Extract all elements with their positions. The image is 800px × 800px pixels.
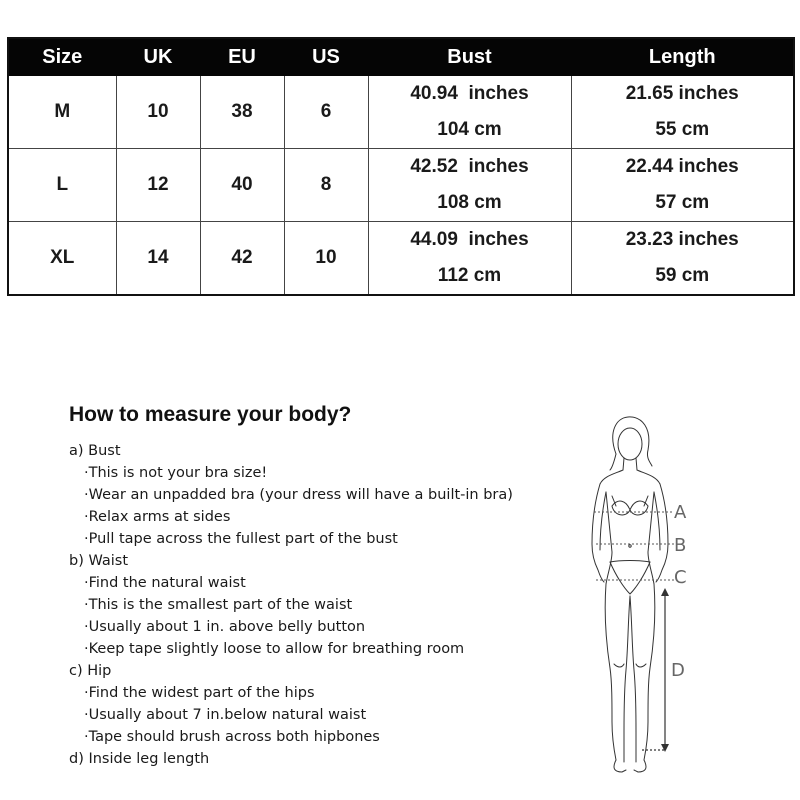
bust-cm: 108 cm — [437, 192, 502, 213]
length-inches: 23.23 inches — [625, 229, 739, 250]
length-cell — [571, 149, 794, 222]
marker-a: A — [674, 502, 687, 523]
header-bust: Bust — [368, 38, 571, 76]
bust-cell — [368, 222, 571, 296]
header-eu: EU — [200, 38, 284, 76]
section-heading-waist: b) Waist — [69, 553, 129, 569]
us-cell: 8 — [284, 149, 368, 222]
bust-cm: 104 cm — [437, 119, 502, 140]
bust-inches: 44.09 inches — [410, 229, 529, 250]
bust-cell — [368, 149, 571, 222]
instruction-line: ·Keep tape slightly loose to allow for breathing room — [84, 641, 465, 657]
bust-inches: 42.52 inches — [410, 156, 529, 177]
guide-title: How to measure your body? — [69, 403, 352, 426]
size-cell: L — [8, 149, 116, 222]
instruction-line: ·Usually about 7 in.below natural waist — [84, 707, 367, 723]
instruction-line: ·Tape should brush across both hipbones — [84, 729, 380, 745]
header-size: Size — [8, 38, 116, 76]
bust-cell — [368, 76, 571, 149]
header-uk: UK — [116, 38, 200, 76]
table-row — [8, 149, 794, 222]
section-heading-inside-leg: d) Inside leg length — [69, 751, 210, 767]
length-cm: 57 cm — [655, 192, 710, 213]
instruction-line: ·Pull tape across the fullest part of the bust — [84, 531, 398, 547]
instruction-line: ·Relax arms at sides — [84, 509, 231, 525]
length-cm: 59 cm — [655, 265, 710, 286]
length-inches: 21.65 inches — [625, 83, 739, 104]
header-us: US — [284, 38, 368, 76]
length-cell — [571, 76, 794, 149]
eu-cell: 42 — [200, 222, 284, 296]
instruction-line: ·Find the natural waist — [84, 575, 246, 591]
table-header-row — [8, 38, 794, 76]
uk-cell: 12 — [116, 149, 200, 222]
instruction-line: ·Find the widest part of the hips — [84, 685, 315, 701]
us-cell: 10 — [284, 222, 368, 296]
instruction-line: ·Wear an unpadded bra (your dress will have a built-in bra) — [84, 487, 513, 503]
instruction-line: ·This is the smallest part of the waist — [84, 597, 353, 613]
us-cell: 6 — [284, 76, 368, 149]
uk-cell: 10 — [116, 76, 200, 149]
marker-c: C — [674, 567, 687, 588]
table-row — [8, 222, 794, 296]
size-chart-table — [7, 37, 795, 296]
length-cm: 55 cm — [655, 119, 710, 140]
section-heading-bust: a) Bust — [69, 443, 121, 459]
size-cell: M — [8, 76, 116, 149]
eu-cell: 38 — [200, 76, 284, 149]
marker-b: B — [674, 535, 687, 556]
instruction-line: ·This is not your bra size! — [84, 465, 268, 481]
section-heading-hip: c) Hip — [69, 663, 112, 679]
measurement-instructions — [69, 440, 549, 770]
bust-cm: 112 cm — [437, 265, 502, 286]
body-outline-illustration — [572, 412, 700, 782]
length-inches: 22.44 inches — [625, 156, 739, 177]
size-cell: XL — [8, 222, 116, 296]
instruction-line: ·Usually about 1 in. above belly button — [84, 619, 366, 635]
bust-inches: 40.94 inches — [410, 83, 529, 104]
marker-d: D — [671, 660, 685, 681]
uk-cell: 14 — [116, 222, 200, 296]
body-measurement-figure — [572, 412, 700, 782]
length-cell — [571, 222, 794, 296]
table-row — [8, 76, 794, 149]
eu-cell: 40 — [200, 149, 284, 222]
header-length: Length — [571, 38, 794, 76]
